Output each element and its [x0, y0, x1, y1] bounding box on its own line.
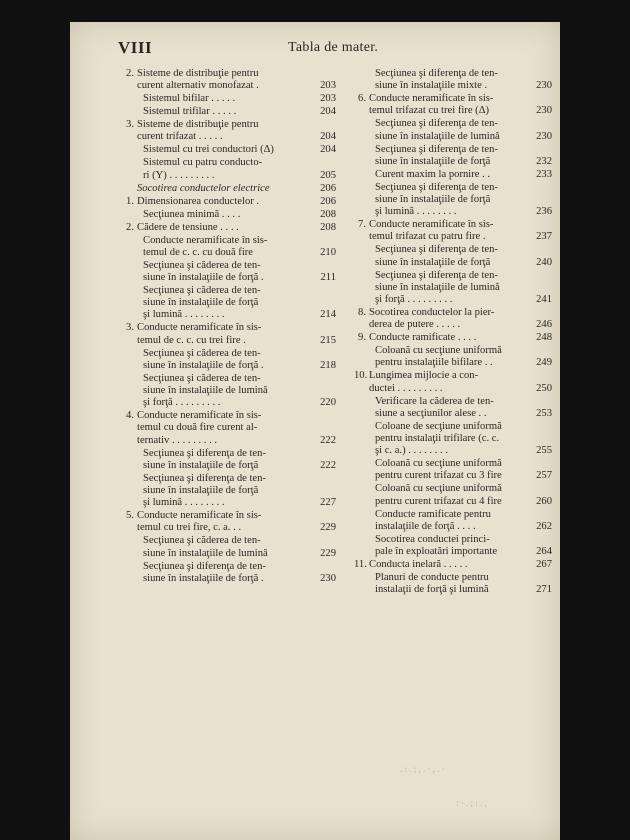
- toc-entry-page: 230: [536, 105, 552, 117]
- toc-entry-title-line: temul de c. c. cu două fire: [143, 246, 254, 258]
- toc-entry-page: 230: [536, 130, 552, 142]
- toc-entry-title-line: Secţiunea şi căderea de ten-: [143, 259, 261, 271]
- toc-entry-title: [369, 509, 528, 533]
- toc-entry-title-line: siune în instalaţiile de forţă: [143, 459, 259, 471]
- toc-entry-title-line: Conducte neramificate în sis-: [369, 219, 494, 231]
- toc-entry: [354, 559, 552, 571]
- toc-entry-number: 2.: [126, 221, 134, 233]
- toc-entry-title-line: Conducte neramificate în sis-: [137, 410, 262, 422]
- toc-entry-page: 241: [536, 294, 552, 306]
- toc-entry-page: 240: [536, 256, 552, 268]
- toc-entry-title-line: instalaţiile de forţă . . . .: [375, 520, 476, 532]
- toc-entry-title: [137, 183, 312, 195]
- toc-entry: [354, 509, 552, 533]
- toc-entry-title-line: ri (Y) . . . . . . . . .: [143, 169, 215, 181]
- toc-entry-title: [369, 270, 528, 307]
- toc-entry-page: 210: [320, 246, 336, 258]
- toc-left-column: [122, 68, 336, 586]
- toc-entry-title: [137, 235, 312, 259]
- toc-entry: [354, 345, 552, 369]
- toc-entry-title-line: temul cu două fire curent al-: [137, 422, 258, 434]
- toc-entry: [354, 169, 552, 181]
- toc-entry-page: 267: [536, 559, 552, 571]
- toc-entry-title: [137, 106, 312, 118]
- toc-right-column: [354, 68, 552, 597]
- toc-entry-title: [369, 458, 528, 482]
- toc-entry-title-line: şi forţă . . . . . . . . .: [375, 294, 453, 306]
- toc-entry-title-line: Coloană cu secţiune uniformă: [375, 458, 502, 470]
- toc-entry-title: [137, 260, 312, 284]
- toc-entry: [354, 483, 552, 507]
- toc-entry: [122, 561, 336, 585]
- toc-entry: [122, 157, 336, 181]
- toc-entry-page: 222: [320, 434, 336, 446]
- toc-entry-page: 236: [536, 206, 552, 218]
- toc-entry-number: 3.: [126, 119, 134, 131]
- toc-entry-title-line: Curent maxim la pornire . .: [375, 168, 491, 180]
- toc-entry: [354, 219, 552, 243]
- toc-entry-page: 248: [536, 332, 552, 344]
- toc-entry-title: [369, 118, 528, 142]
- toc-entry-title-line: Conducta inelară . . . . .: [369, 559, 468, 571]
- toc-entry-page: 204: [320, 131, 336, 143]
- toc-entry-page: 229: [320, 522, 336, 534]
- toc-entry: [354, 421, 552, 458]
- toc-entry-page: 206: [320, 195, 336, 207]
- toc-entry-title-line: Secţiunea şi căderea de ten-: [143, 285, 261, 297]
- toc-entry-title-line: siune în instalaţiile de lumină: [375, 281, 500, 293]
- toc-entry-title-line: curent alternativ monofazat .: [137, 80, 259, 92]
- toc-entry-title-line: siune în instalaţiile de forţă .: [143, 272, 264, 284]
- toc-entry: [354, 534, 552, 558]
- toc-entry-title: [137, 222, 312, 234]
- toc-entry-title: [137, 196, 312, 208]
- toc-entry: [354, 270, 552, 307]
- toc-entry-title-line: siune în instalaţiile de forţă: [375, 155, 491, 167]
- toc-entry-title-line: siune în instalaţiile mixte .: [375, 80, 488, 92]
- toc-entry-title-line: pale în exploatări importante: [375, 546, 498, 558]
- toc-entry: [122, 144, 336, 156]
- toc-entry-title-line: Conducte neramificate în sis-: [369, 93, 494, 105]
- toc-entry-title: [137, 322, 312, 346]
- toc-entry-page: 218: [320, 359, 336, 371]
- toc-entry-title-line: derea de putere . . . . .: [369, 319, 461, 331]
- toc-entry: [122, 373, 336, 410]
- toc-entry-title: [369, 534, 528, 558]
- toc-entry-title-line: Socotirea conductei princi-: [375, 533, 490, 545]
- toc-entry: [122, 448, 336, 472]
- toc-entry-title-line: Sistemul cu trei conductori (Δ): [143, 144, 274, 156]
- toc-entry-title: [137, 93, 312, 105]
- toc-entry-number: 8.: [358, 307, 366, 319]
- toc-entry-title: [137, 209, 312, 221]
- toc-entry: [122, 93, 336, 105]
- toc-entry-title: [369, 244, 528, 268]
- toc-entry-title-line: Sisteme de distribuţie pentru: [137, 68, 259, 79]
- toc-entry-title: [137, 473, 312, 510]
- toc-entry-title: [137, 68, 312, 92]
- toc-entry-title-line: Secţiunea şi căderea de ten-: [143, 347, 261, 359]
- toc-entry-page: 250: [536, 382, 552, 394]
- toc-entry-page: 232: [536, 155, 552, 167]
- toc-entry-title: [369, 483, 528, 507]
- toc-entry-title-line: siune în instalaţiile de forţă: [375, 256, 491, 268]
- toc-entry-title: [137, 448, 312, 472]
- toc-entry: [122, 209, 336, 221]
- toc-entry-title-line: şi lumină . . . . . . . .: [143, 309, 225, 321]
- toc-entry: [122, 322, 336, 346]
- toc-entry-page: 230: [536, 80, 552, 92]
- toc-entry-title-line: Secţiunea şi diferenţa de ten-: [375, 269, 498, 281]
- toc-entry-number: 1.: [126, 195, 134, 207]
- toc-entry-title: [137, 157, 312, 181]
- toc-entry: [354, 307, 552, 331]
- toc-entry-title-line: Secţiunea şi diferenţa de ten-: [143, 447, 266, 459]
- toc-entry-title-line: Coloană cu secţiune uniformă: [375, 345, 502, 357]
- toc-entry-page: 211: [320, 272, 336, 284]
- toc-entry-title: [369, 559, 528, 571]
- toc-entry-title-line: Secţiunea şi căderea de ten-: [143, 372, 261, 384]
- toc-entry-title-line: Conducte neramificate în sis-: [137, 510, 262, 522]
- toc-entry-title: [137, 373, 312, 410]
- toc-entry-title-line: Sisteme de distribuţie pentru: [137, 119, 259, 131]
- toc-entry: [354, 244, 552, 268]
- toc-entry-title-line: şi lumină . . . . . . . .: [375, 206, 457, 218]
- toc-entry-title-line: Sistemul trifilar . . . . .: [143, 106, 237, 118]
- toc-entry-title: [369, 345, 528, 369]
- toc-entry-title-line: Secţiunea şi diferenţa de ten-: [375, 244, 498, 256]
- toc-entry-title-line: Conducte neramificate în sis-: [143, 234, 268, 246]
- toc-entry-title: [369, 396, 528, 420]
- toc-entry-title-line: Conducte ramificate . . . .: [369, 332, 477, 344]
- toc-entry-title: [369, 169, 528, 181]
- toc-entry: [122, 510, 336, 534]
- toc-entry-page: 222: [320, 459, 336, 471]
- toc-entry-title-line: Secţiunea şi căderea de ten-: [143, 535, 261, 547]
- toc-entry: [354, 396, 552, 420]
- toc-entry-title-line: siune în instalaţiile de forţă .: [143, 359, 264, 371]
- toc-entry-title-line: Socotirea conductelor la pier-: [369, 307, 495, 319]
- toc-entry-title-line: siune în instalaţiile de forţă: [143, 297, 259, 309]
- toc-entry: [122, 473, 336, 510]
- toc-entry-page: 257: [536, 470, 552, 482]
- toc-entry-number: 11.: [354, 559, 367, 571]
- toc-entry: [354, 118, 552, 142]
- toc-entry: [122, 285, 336, 322]
- toc-entry: [122, 196, 336, 208]
- toc-entry-title-line: siune în instalaţiile de lumină: [143, 385, 268, 397]
- toc-entry-page: 227: [320, 497, 336, 509]
- toc-entry-title-line: ternativ . . . . . . . . .: [137, 434, 218, 446]
- toc-entry-title-line: pentru instalaţiile bifilare . .: [375, 357, 493, 369]
- toc-entry-title-line: Sistemul cu patru conducto-: [143, 157, 263, 169]
- toc-entry-page: 262: [536, 520, 552, 532]
- toc-entry: [122, 119, 336, 143]
- toc-entry: [354, 458, 552, 482]
- toc-entry-page: 208: [320, 221, 336, 233]
- toc-entry-title: [137, 348, 312, 372]
- toc-entry-title-line: Secţiunea şi diferenţa de ten-: [143, 472, 266, 484]
- toc-entry-title: [137, 119, 312, 143]
- toc-entry-page: 237: [536, 231, 552, 243]
- toc-entry-title: [137, 510, 312, 534]
- toc-entry-number: 6.: [358, 93, 366, 105]
- toc-entry-title-line: Planuri de conducte pentru: [375, 572, 489, 584]
- toc-entry-title-line: Dimensionarea conductelor .: [137, 195, 260, 207]
- toc-entry: [354, 370, 552, 394]
- toc-entry-title-line: Secţiunea şi diferenţa de ten-: [375, 118, 498, 130]
- toc-entry-title: [369, 68, 528, 92]
- toc-entry-title: [369, 93, 528, 117]
- toc-entry-title-line: siune a secţiunilor alese . .: [375, 407, 487, 419]
- toc-entry-title-line: pentru instalaţii trifilare (c. c.: [375, 433, 500, 445]
- toc-entry-number: 3.: [126, 322, 134, 334]
- toc-entry-page: 233: [536, 168, 552, 180]
- toc-entry-title-line: Coloane de secţiune uniformă: [375, 420, 502, 432]
- toc-entry-title-line: Secţiunea şi diferenţa de ten-: [375, 68, 498, 79]
- toc-entry-title-line: pentru curent trifazat cu 4 fire: [375, 495, 502, 507]
- toc-entry-page: 229: [320, 547, 336, 559]
- toc-entry-page: 204: [320, 106, 336, 118]
- toc-entry-title-line: Verificare la căderea de ten-: [375, 395, 494, 407]
- paper-smudge-marks-2: : · . ; : . ,: [456, 798, 487, 808]
- toc-entry-title-line: Conducte ramificate pentru: [375, 508, 491, 520]
- toc-entry-title: [369, 572, 528, 596]
- toc-entry-title-line: siune în instalaţiile de forţă: [375, 194, 491, 206]
- toc-entry: [354, 144, 552, 168]
- toc-entry-title: [369, 332, 528, 344]
- toc-entry: [122, 68, 336, 92]
- running-title: Tabla de mater.: [288, 40, 379, 55]
- toc-entry-title: [137, 561, 312, 585]
- toc-entry: [122, 260, 336, 284]
- toc-entry: [122, 106, 336, 118]
- toc-entry-page: 206: [320, 182, 336, 194]
- toc-entry-page: 214: [320, 309, 336, 321]
- toc-entry-title-line: temul trifazat cu patru fire .: [369, 231, 486, 243]
- toc-entry-page: 253: [536, 407, 552, 419]
- toc-entry-title-line: temul trifazat cu trei fire (Δ): [369, 105, 490, 117]
- toc-entry-page: 208: [320, 208, 336, 220]
- toc-entry-page: 204: [320, 144, 336, 156]
- toc-entry-title: [369, 307, 528, 331]
- toc-entry: [122, 235, 336, 259]
- toc-entry-title-line: Secţiunea şi diferenţa de ten-: [375, 181, 498, 193]
- toc-entry-title-line: şi lumină . . . . . . . .: [143, 497, 225, 509]
- toc-entry-page: 255: [536, 445, 552, 457]
- toc-entry-page: 246: [536, 319, 552, 331]
- toc-entry: [122, 410, 336, 447]
- toc-entry-title-line: Lungimea mijlocie a con-: [369, 370, 479, 382]
- toc-entry-title-line: Socotirea conductelor electrice: [137, 182, 270, 194]
- toc-entry-page: 271: [536, 584, 552, 596]
- toc-entry-title: [369, 144, 528, 168]
- toc-entry-title-line: siune în instalaţiile de forţă .: [143, 572, 264, 584]
- toc-entry-title: [137, 535, 312, 559]
- toc-entry-number: 4.: [126, 410, 134, 422]
- toc-entry-title-line: Coloană cu secţiune uniformă: [375, 483, 502, 495]
- toc-entry-title: [369, 421, 528, 458]
- toc-entry-page: 203: [320, 93, 336, 105]
- toc-entry-title-line: ductei . . . . . . . . .: [369, 382, 443, 394]
- toc-entry-title-line: Sistemul bifilar . . . . .: [143, 93, 236, 105]
- toc-entry-title-line: temul de c. c. cu trei fire .: [137, 334, 246, 346]
- toc-entry-title: [137, 410, 312, 447]
- toc-entry-number: 10.: [354, 370, 368, 382]
- toc-entry-title-line: curent trifazat . . . . .: [137, 131, 223, 143]
- toc-entry-title-line: siune în instalaţiile de lumină: [375, 130, 500, 142]
- toc-entry-page: 215: [320, 334, 336, 346]
- toc-entry-title: [369, 370, 528, 394]
- toc-entry-page: 220: [320, 397, 336, 409]
- toc-entry-title-line: Secţiunea minimă . . . .: [143, 208, 241, 220]
- toc-entry-title-line: pentru curent trifazat cu 3 fire: [375, 470, 502, 482]
- toc-entry-title-line: Secţiunea şi diferenţa de ten-: [375, 143, 498, 155]
- toc-entry: [354, 572, 552, 596]
- toc-entry-number: 2.: [126, 68, 134, 79]
- toc-entry-title: [369, 219, 528, 243]
- toc-entry-page: 260: [536, 495, 552, 507]
- toc-entry-title-line: Secţiunea şi diferenţa de ten-: [143, 560, 266, 572]
- toc-entry: [354, 93, 552, 117]
- toc-entry-page: 205: [320, 169, 336, 181]
- toc-entry-title: [137, 285, 312, 322]
- toc-entry-title: [137, 144, 312, 156]
- toc-entry-title-line: instalaţii de forţă şi lumină: [375, 584, 489, 596]
- toc-entry-title-line: Cădere de tensiune . . . .: [137, 221, 239, 233]
- paper-smudge-marks: . : . ; , . · , . ·: [400, 764, 445, 774]
- toc-entry-page: 264: [536, 546, 552, 558]
- toc-entry-title-line: şi forţă . . . . . . . . .: [143, 397, 221, 409]
- toc-entry-title: [369, 182, 528, 219]
- toc-entry-number: 5.: [126, 510, 134, 522]
- toc-entry-title-line: siune în instalaţiile de forţă: [143, 485, 259, 497]
- toc-entry: [122, 222, 336, 234]
- page-number: VIII: [118, 38, 153, 57]
- toc-entry: [354, 182, 552, 219]
- book-page: [70, 22, 560, 840]
- toc-entry-page: 230: [320, 572, 336, 584]
- toc-entry-page: 203: [320, 80, 336, 92]
- toc-entry: [354, 332, 552, 344]
- toc-entry-number: 7.: [358, 219, 366, 231]
- toc-entry-page: 249: [536, 357, 552, 369]
- toc-entry-title-line: siune în instalaţiile de lumină: [143, 547, 268, 559]
- toc-entry: [122, 183, 336, 195]
- toc-entry: [354, 68, 552, 92]
- toc-entry-title-line: temul cu trei fire, c. a. . .: [137, 522, 242, 534]
- toc-entry-number: 9.: [358, 332, 366, 344]
- toc-entry-title-line: Conducte neramificate în sis-: [137, 322, 262, 334]
- toc-entry: [122, 535, 336, 559]
- toc-entry: [122, 348, 336, 372]
- toc-entry-title-line: şi c. a.) . . . . . . . .: [375, 445, 448, 457]
